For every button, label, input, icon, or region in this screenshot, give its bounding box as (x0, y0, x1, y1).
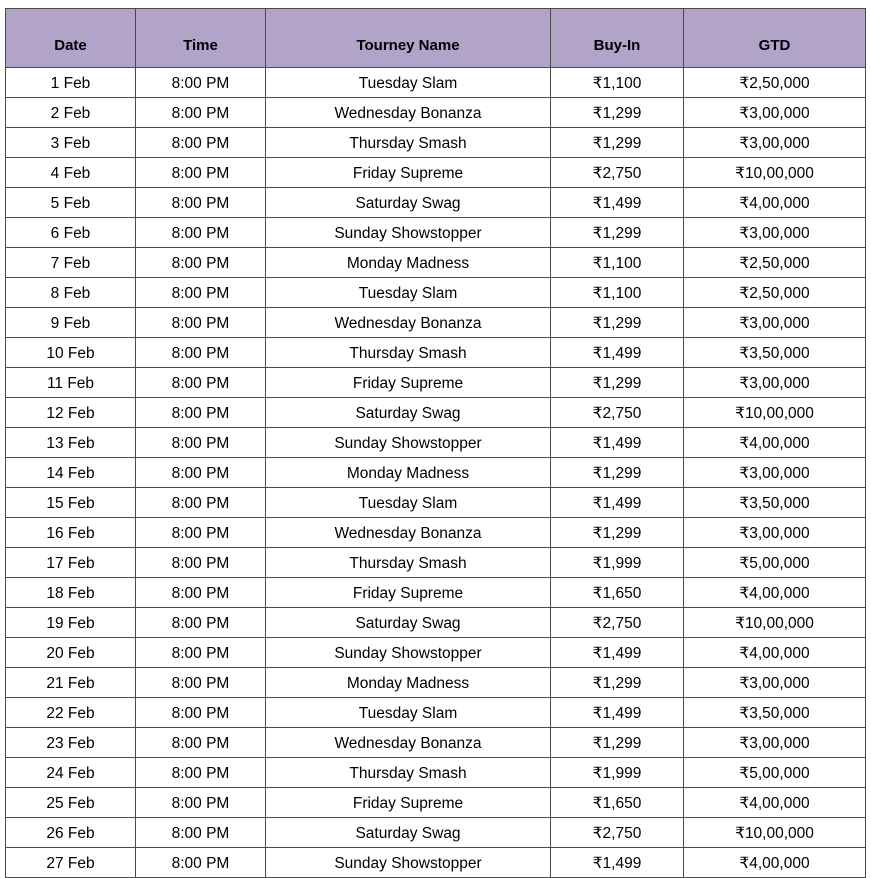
cell-buy-in: ₹1,299 (551, 518, 684, 548)
cell-tourney-name: Tuesday Slam (266, 278, 551, 308)
cell-buy-in: ₹1,650 (551, 578, 684, 608)
cell-date: 14 Feb (6, 458, 136, 488)
cell-date: 21 Feb (6, 668, 136, 698)
cell-tourney-name: Sunday Showstopper (266, 428, 551, 458)
cell-gtd: ₹3,00,000 (684, 368, 866, 398)
cell-gtd: ₹4,00,000 (684, 788, 866, 818)
cell-tourney-name: Monday Madness (266, 248, 551, 278)
cell-tourney-name: Thursday Smash (266, 338, 551, 368)
cell-date: 26 Feb (6, 818, 136, 848)
table-row (6, 188, 866, 218)
cell-time: 8:00 PM (136, 668, 266, 698)
cell-tourney-name: Sunday Showstopper (266, 218, 551, 248)
cell-buy-in: ₹1,499 (551, 188, 684, 218)
table-row (6, 68, 866, 98)
cell-tourney-name: Saturday Swag (266, 398, 551, 428)
table-row (6, 548, 866, 578)
cell-tourney-name: Monday Madness (266, 458, 551, 488)
cell-time: 8:00 PM (136, 638, 266, 668)
cell-buy-in: ₹1,299 (551, 728, 684, 758)
table-body (6, 68, 866, 878)
table-row (6, 428, 866, 458)
cell-buy-in: ₹1,499 (551, 638, 684, 668)
cell-tourney-name: Monday Madness (266, 668, 551, 698)
cell-time: 8:00 PM (136, 698, 266, 728)
table-row (6, 848, 866, 878)
cell-date: 12 Feb (6, 398, 136, 428)
cell-date: 20 Feb (6, 638, 136, 668)
cell-tourney-name: Friday Supreme (266, 158, 551, 188)
cell-date: 3 Feb (6, 128, 136, 158)
cell-tourney-name: Saturday Swag (266, 608, 551, 638)
cell-buy-in: ₹2,750 (551, 398, 684, 428)
cell-date: 9 Feb (6, 308, 136, 338)
header-buy-in: Buy-In (551, 9, 684, 68)
cell-gtd: ₹10,00,000 (684, 158, 866, 188)
cell-time: 8:00 PM (136, 518, 266, 548)
table-row (6, 308, 866, 338)
cell-gtd: ₹3,00,000 (684, 668, 866, 698)
cell-gtd: ₹2,50,000 (684, 68, 866, 98)
cell-buy-in: ₹1,299 (551, 368, 684, 398)
cell-date: 7 Feb (6, 248, 136, 278)
cell-time: 8:00 PM (136, 188, 266, 218)
cell-time: 8:00 PM (136, 788, 266, 818)
cell-time: 8:00 PM (136, 428, 266, 458)
cell-buy-in: ₹1,999 (551, 548, 684, 578)
cell-buy-in: ₹2,750 (551, 608, 684, 638)
cell-buy-in: ₹1,999 (551, 758, 684, 788)
cell-date: 24 Feb (6, 758, 136, 788)
cell-tourney-name: Sunday Showstopper (266, 638, 551, 668)
cell-tourney-name: Sunday Showstopper (266, 848, 551, 878)
cell-gtd: ₹3,50,000 (684, 698, 866, 728)
cell-date: 16 Feb (6, 518, 136, 548)
cell-buy-in: ₹1,499 (551, 698, 684, 728)
cell-time: 8:00 PM (136, 758, 266, 788)
cell-gtd: ₹4,00,000 (684, 638, 866, 668)
table-row (6, 248, 866, 278)
cell-time: 8:00 PM (136, 158, 266, 188)
cell-date: 6 Feb (6, 218, 136, 248)
table-row (6, 368, 866, 398)
cell-tourney-name: Friday Supreme (266, 578, 551, 608)
cell-time: 8:00 PM (136, 68, 266, 98)
table-row (6, 728, 866, 758)
cell-tourney-name: Thursday Smash (266, 128, 551, 158)
cell-time: 8:00 PM (136, 248, 266, 278)
cell-date: 19 Feb (6, 608, 136, 638)
cell-gtd: ₹3,00,000 (684, 308, 866, 338)
cell-date: 1 Feb (6, 68, 136, 98)
cell-buy-in: ₹1,499 (551, 428, 684, 458)
cell-time: 8:00 PM (136, 278, 266, 308)
cell-gtd: ₹3,00,000 (684, 98, 866, 128)
header-date: Date (6, 9, 136, 68)
cell-buy-in: ₹1,299 (551, 458, 684, 488)
cell-date: 13 Feb (6, 428, 136, 458)
tournament-schedule-table (5, 8, 866, 878)
schedule-table-container (5, 8, 866, 878)
cell-buy-in: ₹1,499 (551, 338, 684, 368)
cell-date: 23 Feb (6, 728, 136, 758)
cell-time: 8:00 PM (136, 848, 266, 878)
cell-date: 17 Feb (6, 548, 136, 578)
cell-buy-in: ₹1,499 (551, 848, 684, 878)
table-row (6, 128, 866, 158)
cell-tourney-name: Wednesday Bonanza (266, 518, 551, 548)
table-row (6, 158, 866, 188)
cell-date: 10 Feb (6, 338, 136, 368)
table-row (6, 758, 866, 788)
cell-time: 8:00 PM (136, 608, 266, 638)
cell-tourney-name: Friday Supreme (266, 788, 551, 818)
cell-time: 8:00 PM (136, 578, 266, 608)
cell-buy-in: ₹1,100 (551, 68, 684, 98)
table-header (6, 9, 866, 68)
cell-gtd: ₹5,00,000 (684, 758, 866, 788)
header-row (6, 9, 866, 68)
cell-date: 11 Feb (6, 368, 136, 398)
cell-gtd: ₹10,00,000 (684, 818, 866, 848)
cell-buy-in: ₹1,299 (551, 308, 684, 338)
cell-date: 4 Feb (6, 158, 136, 188)
cell-buy-in: ₹1,100 (551, 278, 684, 308)
cell-buy-in: ₹1,650 (551, 788, 684, 818)
cell-gtd: ₹3,00,000 (684, 728, 866, 758)
cell-date: 5 Feb (6, 188, 136, 218)
cell-buy-in: ₹1,299 (551, 668, 684, 698)
cell-gtd: ₹2,50,000 (684, 248, 866, 278)
table-row (6, 278, 866, 308)
cell-tourney-name: Tuesday Slam (266, 698, 551, 728)
cell-gtd: ₹4,00,000 (684, 428, 866, 458)
table-row (6, 338, 866, 368)
cell-gtd: ₹4,00,000 (684, 848, 866, 878)
cell-tourney-name: Saturday Swag (266, 188, 551, 218)
cell-gtd: ₹3,00,000 (684, 518, 866, 548)
cell-time: 8:00 PM (136, 128, 266, 158)
cell-tourney-name: Wednesday Bonanza (266, 98, 551, 128)
cell-time: 8:00 PM (136, 728, 266, 758)
cell-gtd: ₹10,00,000 (684, 608, 866, 638)
cell-gtd: ₹3,50,000 (684, 488, 866, 518)
cell-gtd: ₹4,00,000 (684, 578, 866, 608)
cell-gtd: ₹10,00,000 (684, 398, 866, 428)
table-row (6, 638, 866, 668)
cell-time: 8:00 PM (136, 368, 266, 398)
cell-gtd: ₹4,00,000 (684, 188, 866, 218)
cell-time: 8:00 PM (136, 338, 266, 368)
cell-tourney-name: Thursday Smash (266, 758, 551, 788)
cell-gtd: ₹3,00,000 (684, 128, 866, 158)
cell-date: 22 Feb (6, 698, 136, 728)
cell-tourney-name: Tuesday Slam (266, 488, 551, 518)
cell-buy-in: ₹2,750 (551, 158, 684, 188)
cell-time: 8:00 PM (136, 548, 266, 578)
cell-date: 15 Feb (6, 488, 136, 518)
cell-date: 2 Feb (6, 98, 136, 128)
table-row (6, 698, 866, 728)
header-time: Time (136, 9, 266, 68)
cell-time: 8:00 PM (136, 458, 266, 488)
table-row (6, 578, 866, 608)
table-row (6, 458, 866, 488)
table-row (6, 398, 866, 428)
header-tourney-name: Tourney Name (266, 9, 551, 68)
table-row (6, 518, 866, 548)
cell-time: 8:00 PM (136, 488, 266, 518)
cell-gtd: ₹5,00,000 (684, 548, 866, 578)
cell-buy-in: ₹1,299 (551, 98, 684, 128)
cell-date: 18 Feb (6, 578, 136, 608)
cell-date: 8 Feb (6, 278, 136, 308)
cell-tourney-name: Saturday Swag (266, 818, 551, 848)
cell-gtd: ₹3,00,000 (684, 218, 866, 248)
cell-buy-in: ₹1,299 (551, 218, 684, 248)
cell-gtd: ₹2,50,000 (684, 278, 866, 308)
cell-tourney-name: Wednesday Bonanza (266, 728, 551, 758)
cell-gtd: ₹3,50,000 (684, 338, 866, 368)
table-row (6, 668, 866, 698)
cell-buy-in: ₹1,100 (551, 248, 684, 278)
cell-buy-in: ₹2,750 (551, 818, 684, 848)
cell-date: 25 Feb (6, 788, 136, 818)
cell-time: 8:00 PM (136, 308, 266, 338)
cell-tourney-name: Friday Supreme (266, 368, 551, 398)
cell-time: 8:00 PM (136, 218, 266, 248)
cell-time: 8:00 PM (136, 398, 266, 428)
table-row (6, 218, 866, 248)
cell-date: 27 Feb (6, 848, 136, 878)
cell-buy-in: ₹1,499 (551, 488, 684, 518)
cell-time: 8:00 PM (136, 818, 266, 848)
cell-tourney-name: Tuesday Slam (266, 68, 551, 98)
cell-gtd: ₹3,00,000 (684, 458, 866, 488)
table-row (6, 818, 866, 848)
cell-tourney-name: Wednesday Bonanza (266, 308, 551, 338)
header-gtd: GTD (684, 9, 866, 68)
cell-time: 8:00 PM (136, 98, 266, 128)
table-row (6, 98, 866, 128)
cell-buy-in: ₹1,299 (551, 128, 684, 158)
table-row (6, 488, 866, 518)
cell-tourney-name: Thursday Smash (266, 548, 551, 578)
table-row (6, 788, 866, 818)
table-row (6, 608, 866, 638)
